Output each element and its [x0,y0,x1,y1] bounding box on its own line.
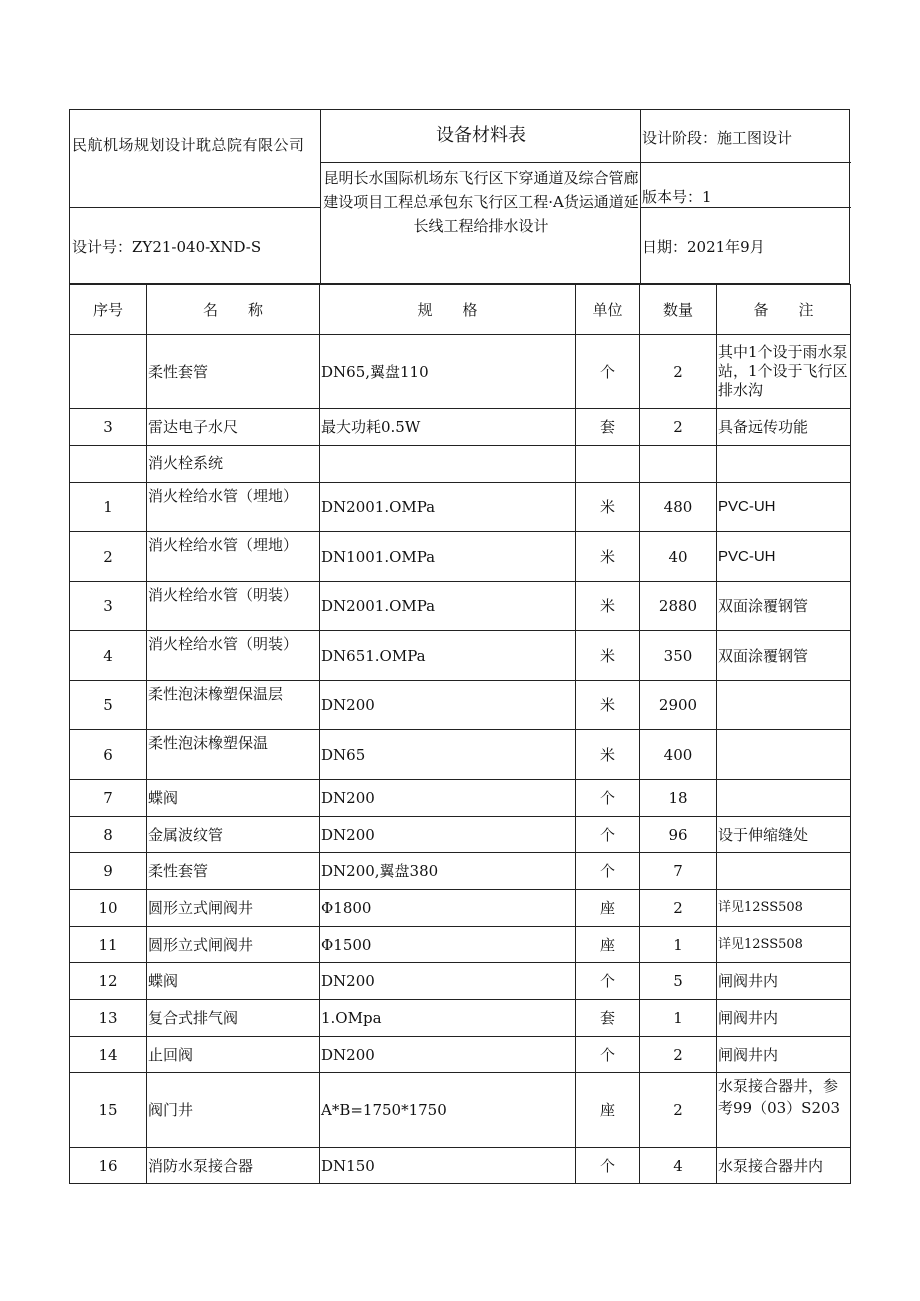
cell-name: 柔性套管 [147,335,320,409]
design-stage: 设计阶段：施工图设计 [642,129,793,147]
table-row [70,335,851,409]
cell-spec: DN200 [320,681,576,730]
cell-spec: 1.OMpa [320,1000,576,1037]
cell-qty: 40 [640,532,717,582]
table-row [70,532,851,582]
section-row [70,446,851,483]
cell-spec: DN150 [320,1148,576,1184]
table-header-row [70,285,851,335]
cell-name: 复合式排气阀 [147,1000,320,1037]
section-empty-cell [320,446,576,483]
cell-note: 双面涂覆钢管 [717,631,851,681]
cell-no: 9 [70,853,147,890]
cell-unit: 米 [576,582,640,631]
table-row [70,780,851,817]
cell-name: 消火栓给水管（埋地） [147,483,320,532]
cell-name: 消火栓给水管（埋地） [147,532,320,582]
cell-name: 止回阀 [147,1037,320,1073]
cell-name: 消火栓给水管（明装） [147,631,320,681]
table-row [70,409,851,446]
cell-name: 消火栓给水管（明装） [147,582,320,631]
cell-no: 2 [70,532,147,582]
cell-qty: 5 [640,963,717,1000]
cell-unit: 米 [576,631,640,681]
cell-name: 金属波纹管 [147,817,320,853]
cell-no: 8 [70,817,147,853]
cell-note: 闸阀井内 [717,1000,851,1037]
cell-unit: 个 [576,1037,640,1073]
table-row [70,631,851,681]
table-row [70,963,851,1000]
cell-no: 1 [70,483,147,532]
cell-unit: 米 [576,483,640,532]
cell-spec: Φ1500 [320,927,576,963]
section-title: 消火栓系统 [147,446,320,483]
cell-unit: 座 [576,890,640,927]
cell-spec: Φ1800 [320,890,576,927]
col-header-no: 序号 [70,285,147,335]
cell-no [70,335,147,409]
cell-note [717,681,851,730]
cell-no: 3 [70,409,147,446]
cell-name: 柔性泡沫橡塑保温 [147,730,320,780]
cell-spec: A*B=1750*1750 [320,1073,576,1148]
cell-note [717,853,851,890]
cell-no: 3 [70,582,147,631]
cell-no: 11 [70,927,147,963]
table-row [70,1073,851,1148]
cell-no: 4 [70,631,147,681]
cell-no: 6 [70,730,147,780]
cell-unit: 座 [576,927,640,963]
cell-qty: 2 [640,1073,717,1148]
cell-qty: 2 [640,335,717,409]
company-name: 民航机场规划设计耽总院有限公司 [72,136,305,154]
cell-unit: 个 [576,780,640,817]
cell-unit: 米 [576,681,640,730]
cell-spec: DN200 [320,963,576,1000]
table-row [70,730,851,780]
cell-note [717,730,851,780]
cell-note: 详见12SS508 [717,890,851,927]
cell-note: 设于伸缩缝处 [717,817,851,853]
design-number: 设计号：ZY21-040-XND-S [72,238,262,256]
col-header-note: 备 注 [717,285,851,335]
table-row [70,927,851,963]
cell-qty: 4 [640,1148,717,1184]
version-number: 版本号：1 [642,188,712,206]
equipment-material-table [69,284,851,1184]
cell-spec: DN651.OMPa [320,631,576,681]
table-row [70,483,851,532]
cell-spec: DN1001.OMPa [320,532,576,582]
project-name: 昆明长水国际机场东飞行区下穿通道及综合管廊建设项目工程总承包东飞行区工程·A货运通道延长线工程给排水设计 [323,169,639,235]
cell-unit: 个 [576,335,640,409]
cell-qty: 2880 [640,582,717,631]
cell-spec: DN65,翼盘110 [320,335,576,409]
cell-name: 圆形立式闸阀井 [147,890,320,927]
cell-note: 闸阀井内 [717,1037,851,1073]
cell-note: PVC-UH [717,483,851,532]
cell-note: 水泵接合器井，参考99（03）S203 [717,1073,851,1148]
cell-spec: DN2001.OMPa [320,582,576,631]
cell-name: 蝶阀 [147,780,320,817]
cell-name: 阀门井 [147,1073,320,1148]
cell-name: 雷达电子水尺 [147,409,320,446]
cell-no: 10 [70,890,147,927]
cell-unit: 米 [576,532,640,582]
table-row [70,890,851,927]
cell-note: 具备远传功能 [717,409,851,446]
cell-unit: 个 [576,1148,640,1184]
table-row [70,1037,851,1073]
cell-qty: 2 [640,890,717,927]
table-row [70,1148,851,1184]
section-empty-cell [576,446,640,483]
cell-spec: DN200 [320,780,576,817]
cell-no: 15 [70,1073,147,1148]
cell-qty: 18 [640,780,717,817]
table-row [70,681,851,730]
issue-date: 日期：2021年9月 [642,238,765,256]
cell-name: 柔性套管 [147,853,320,890]
cell-no: 16 [70,1148,147,1184]
cell-no: 12 [70,963,147,1000]
cell-spec: DN65 [320,730,576,780]
table-title: 设备材料表 [436,125,526,146]
cell-qty: 1 [640,927,717,963]
cell-unit: 套 [576,409,640,446]
cell-qty: 2 [640,1037,717,1073]
cell-note: 详见12SS508 [717,927,851,963]
cell-note: 闸阀井内 [717,963,851,1000]
cell-spec: DN200,翼盘380 [320,853,576,890]
cell-note [717,780,851,817]
cell-no: 13 [70,1000,147,1037]
cell-unit: 米 [576,730,640,780]
cell-qty: 400 [640,730,717,780]
cell-spec: DN200 [320,817,576,853]
cell-no: 14 [70,1037,147,1073]
cell-qty: 2900 [640,681,717,730]
section-empty-cell [640,446,717,483]
header-block [69,109,850,284]
cell-spec: DN2001.OMPa [320,483,576,532]
cell-unit: 座 [576,1073,640,1148]
cell-qty: 96 [640,817,717,853]
section-empty-cell [717,446,851,483]
table-row [70,582,851,631]
cell-name: 柔性泡沫橡塑保温层 [147,681,320,730]
cell-qty: 7 [640,853,717,890]
cell-spec: 最大功耗0.5W [320,409,576,446]
cell-name: 圆形立式闸阀井 [147,927,320,963]
col-header-name: 名 称 [147,285,320,335]
cell-qty: 1 [640,1000,717,1037]
col-header-unit: 单位 [576,285,640,335]
cell-qty: 480 [640,483,717,532]
cell-note: 双面涂覆钢管 [717,582,851,631]
cell-qty: 2 [640,409,717,446]
cell-unit: 个 [576,853,640,890]
cell-unit: 个 [576,963,640,1000]
table-row [70,853,851,890]
cell-no: 7 [70,780,147,817]
cell-name: 蝶阀 [147,963,320,1000]
col-header-qty: 数量 [640,285,717,335]
table-row [70,817,851,853]
cell-name: 消防水泵接合器 [147,1148,320,1184]
cell-spec: DN200 [320,1037,576,1073]
cell-unit: 个 [576,817,640,853]
table-row [70,1000,851,1037]
section-empty-cell [70,446,147,483]
cell-unit: 套 [576,1000,640,1037]
cell-qty: 350 [640,631,717,681]
cell-note: 水泵接合器井内 [717,1148,851,1184]
cell-note: PVC-UH [717,532,851,582]
col-header-spec: 规 格 [320,285,576,335]
cell-no: 5 [70,681,147,730]
cell-note: 其中1个设于雨水泵站，1个设于飞行区排水沟 [717,335,851,409]
